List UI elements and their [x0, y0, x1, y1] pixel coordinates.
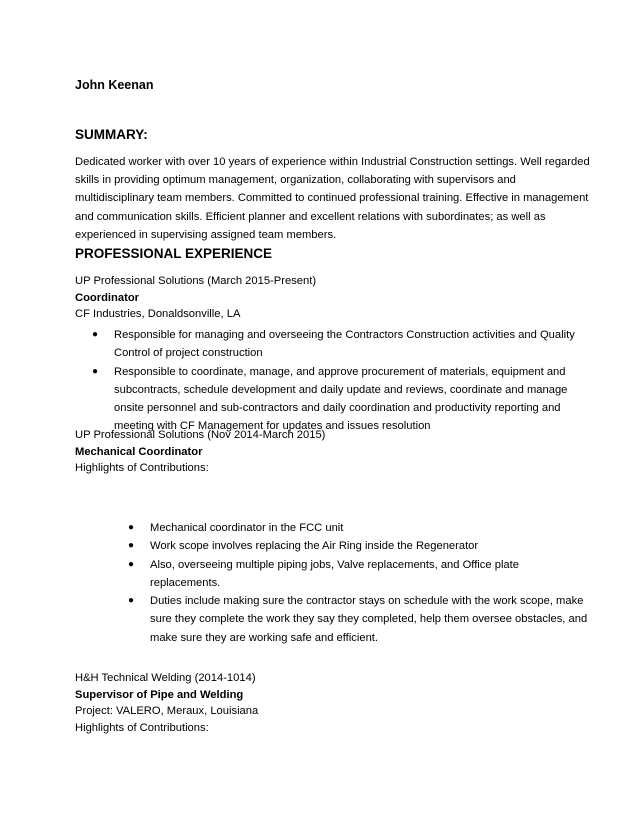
- job-2-bullets: [128, 519, 590, 647]
- job-1-location: CF Industries, Donaldsonville, LA: [75, 308, 241, 320]
- summary-text: Dedicated worker with over 10 years of experience within Industrial Construction settings. Well regarded skills in providing optimum management, organization, collaborating with supervisors and multidisciplinary team members. Committed to continued professional training. Effective in management and communication skills. Efficient planner and excellent relations with subordinates; as well as experienced in supervising assigned team members.: [75, 156, 590, 241]
- job-3-title: Supervisor of Pipe and Welding: [75, 688, 244, 701]
- list-item: ● Work scope involves replacing the Air Ring inside the Regenerator: [150, 537, 590, 555]
- job-2-title: Mechanical Coordinator: [75, 445, 203, 458]
- job-3: [75, 670, 595, 736]
- job-1: [75, 273, 595, 323]
- job-1-company: UP Professional Solutions (March 2015-Present): [75, 275, 317, 287]
- list-item: ● Responsible for managing and overseeing the Contractors Construction activities and Quality Control of project construction: [114, 326, 594, 363]
- list-item: ● Also, overseeing multiple piping jobs, Valve replacements, and Office plate replacements.: [150, 556, 590, 593]
- bullet-icon: ●: [92, 329, 99, 340]
- bullet-icon: ●: [128, 558, 135, 570]
- list-item: ● Mechanical coordinator in the FCC unit: [150, 519, 590, 537]
- summary-heading: SUMMARY:: [75, 127, 148, 142]
- job-2-company: UP Professional Solutions (Nov 2014-March 2015): [75, 429, 326, 441]
- list-item: ● Duties include making sure the contractor stays on schedule with the work scope, make sure they complete the work they say they completed, help them oversee obstacles, and make sure they are working safe and efficient.: [150, 592, 590, 647]
- job-1-title: Coordinator: [75, 291, 140, 304]
- job-2: [75, 427, 595, 477]
- list-item: ● Responsible to coordinate, manage, and approve procurement of materials, equipment and subcontracts, schedule development and daily update and reviews, coordinate and manage onsite personnel and sub-contractors and daily coordination and productivity reporting and meeting with CF Management for updates and issues resolution: [114, 363, 594, 436]
- bullet-icon: ●: [128, 522, 135, 533]
- job-3-project: Project: VALERO, Meraux, Louisiana: [75, 705, 259, 717]
- experience-heading: PROFESSIONAL EXPERIENCE: [75, 246, 273, 261]
- job-3-highlights-label: Highlights of Contributions:: [75, 721, 209, 734]
- job-2-highlights-label: Highlights of Contributions:: [75, 462, 209, 474]
- bullet-icon: ●: [92, 365, 99, 377]
- bullet-icon: ●: [128, 540, 135, 552]
- bullet-icon: ●: [128, 595, 135, 607]
- candidate-name: John Keenan: [75, 78, 154, 92]
- job-3-company: H&H Technical Welding (2014-1014): [75, 672, 256, 684]
